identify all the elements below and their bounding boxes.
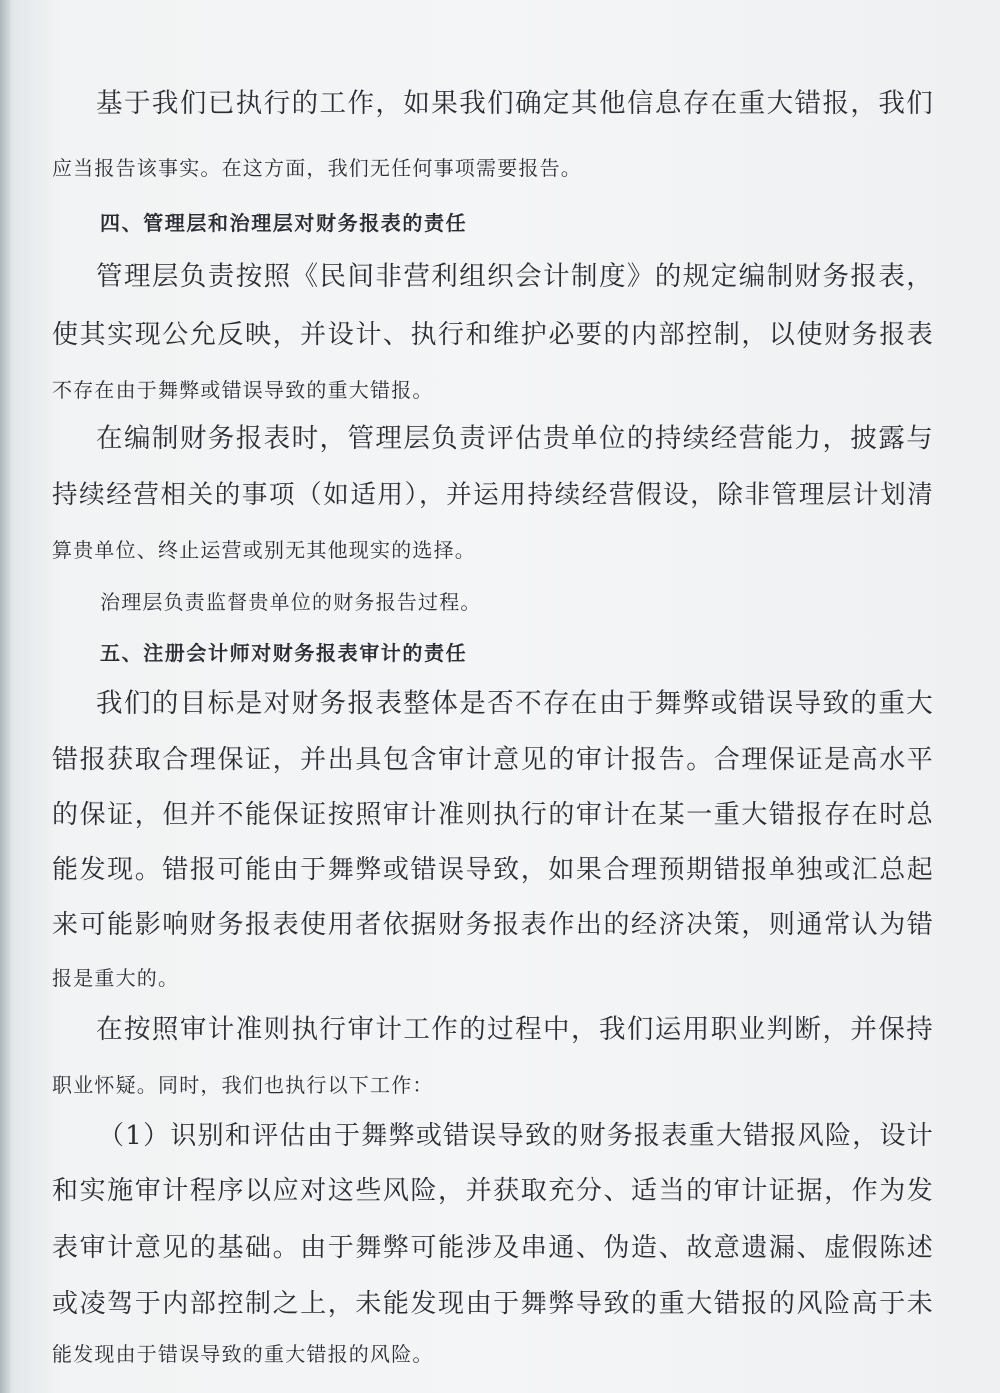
paragraph-line: 持续经营相关的事项（如适用），并运用持续经营假设，除非管理层计划清 xyxy=(52,480,934,510)
paragraph-line: 治理层负责监督贵单位的财务报告过程。 xyxy=(100,590,482,614)
paragraph-line: 来可能影响财务报表使用者依据财务报表作出的经济决策，则通常认为错 xyxy=(52,910,934,940)
paragraph-line: 算贵单位、终止运营或别无其他现实的选择。 xyxy=(52,538,476,562)
section-heading-4: 四、管理层和治理层对财务报表的责任 xyxy=(100,211,468,235)
paragraph-line: 报是重大的。 xyxy=(52,966,180,990)
paragraph-line: 职业怀疑。同时，我们也执行以下工作： xyxy=(52,1073,434,1097)
paragraph-line: 不存在由于舞弊或错误导致的重大错报。 xyxy=(52,378,434,402)
paragraph-line: 我们的目标是对财务报表整体是否不存在由于舞弊或错误导致的重大 xyxy=(96,688,934,719)
paragraph-line: 或凌驾于内部控制之上，未能发现由于舞弊导致的重大错报的风险高于未 xyxy=(52,1289,934,1319)
paragraph-line: 能发现由于错误导致的重大错报的风险。 xyxy=(52,1342,434,1366)
paragraph-line: 错报获取合理保证，并出具包含审计意见的审计报告。合理保证是高水平 xyxy=(52,745,934,775)
paragraph-line: 使其实现公允反映，并设计、执行和维护必要的内部控制，以使财务报表 xyxy=(52,320,934,350)
paragraph-line: 能发现。错报可能由于舞弊或错误导致，如果合理预期错报单独或汇总起 xyxy=(52,855,934,885)
paragraph-line: 应当报告该事实。在这方面，我们无任何事项需要报告。 xyxy=(52,156,582,180)
paragraph-line: 管理层负责按照《民间非营利组织会计制度》的规定编制财务报表， xyxy=(96,261,934,292)
paragraph-line: 表审计意见的基础。由于舞弊可能涉及串通、伪造、故意遗漏、虚假陈述 xyxy=(52,1233,934,1263)
paragraph-line: 的保证，但并不能保证按照审计准则执行的审计在某一重大错报存在时总 xyxy=(52,800,934,830)
paragraph-line: 在按照审计准则执行审计工作的过程中，我们运用职业判断，并保持 xyxy=(96,1014,934,1045)
paragraph-line: 和实施审计程序以应对这些风险，并获取充分、适当的审计证据，作为发 xyxy=(52,1176,934,1206)
paragraph-line: 基于我们已执行的工作，如果我们确定其他信息存在重大错报，我们 xyxy=(96,88,934,119)
paragraph-line: 在编制财务报表时，管理层负责评估贵单位的持续经营能力，披露与 xyxy=(96,423,934,454)
paragraph-line: （1）识别和评估由于舞弊或错误导致的财务报表重大错报风险，设计 xyxy=(98,1121,934,1151)
section-heading-5: 五、注册会计师对财务报表审计的责任 xyxy=(100,641,468,665)
